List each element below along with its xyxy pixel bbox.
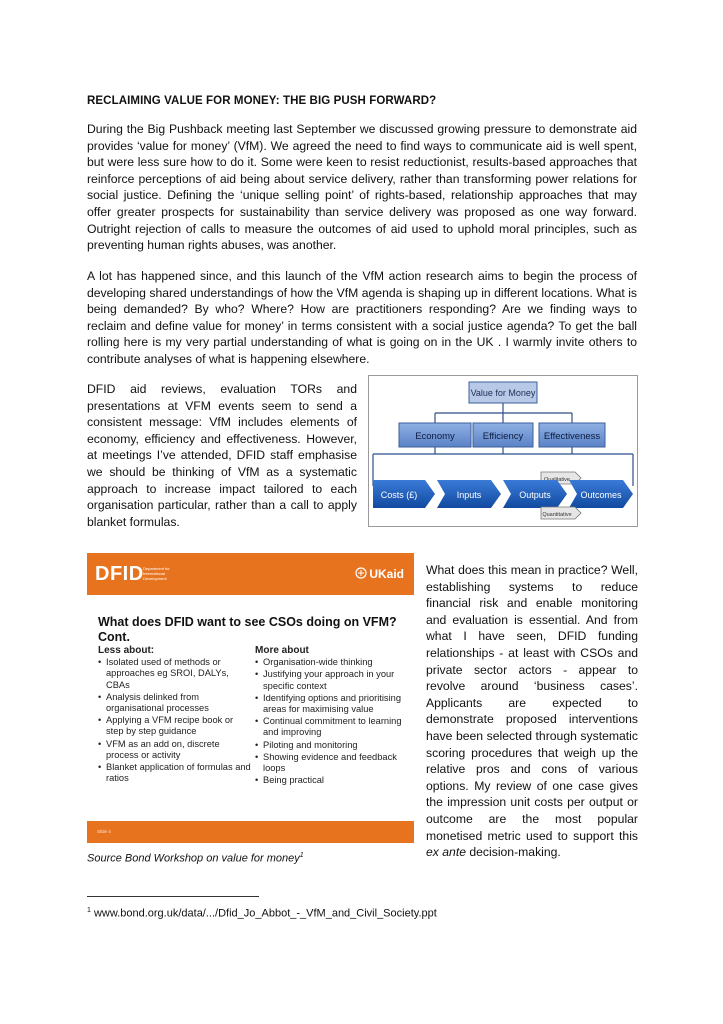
footnote-divider: [87, 896, 259, 897]
list-item: • Justifying your approach in your specific context: [255, 669, 405, 691]
less-about-list: [98, 657, 253, 784]
figure-caption: [87, 852, 304, 865]
less-about-column: [98, 645, 253, 785]
list-item: • Piloting and monitoring: [255, 740, 405, 751]
vfm-diagram: [368, 375, 638, 527]
paragraph-4-emphasis: ex ante: [426, 845, 466, 860]
list-item: • Showing evidence and feedback loops: [255, 752, 405, 774]
list-item: • Analysis delinked from organisational processes: [98, 692, 253, 714]
list-item: • Identifying options and prioritising areas for maximising value: [255, 693, 405, 715]
dfid-logo-subtitle: Department for International Development: [143, 566, 170, 581]
slide-header: [87, 553, 414, 595]
footnote: [87, 907, 437, 920]
footnote-text: www.bond.org.uk/data/.../Dfid_Jo_Abbot_-_VfM_and_Civil_Society.ppt: [90, 907, 437, 920]
efficiency-label: Efficiency: [482, 431, 524, 442]
slide-title: What does DFID want to see CSOs doing on VFM? Cont.: [98, 615, 397, 644]
quantitative-label: Quantitative: [542, 512, 572, 518]
less-about-heading: Less about:: [98, 645, 155, 656]
effectiveness-label: Effectiveness: [543, 431, 601, 442]
slide-number: Slide 4: [97, 829, 111, 834]
outcomes-label: Outcomes: [580, 490, 622, 500]
list-item: • Continual commitment to learning and improving: [255, 716, 405, 738]
dfid-logo: DFID: [95, 563, 144, 585]
list-item: • Blanket application of formulas and ratios: [98, 762, 253, 784]
paragraph-4-end: decision-making.: [465, 845, 561, 860]
paragraph-4-text: What does this mean in practice? Well, establishing systems to reduce financial risk and enable monitoring and evaluation is essential. And from what I have seen, DFID funding relationships - at least with CSOs and private sector actors - appear to revolve around ‘business cases’. Applicants are expected to demonstrate proposed interventions have been selected through systematic scoring procedures that weigh up the relative pros and cons of various options. My review of one case gives the impression unit costs per output or outcome are the most popular monetised metric used to support this: [426, 563, 638, 843]
list-item: • Being practical: [255, 775, 405, 786]
list-item: • Organisation-wide thinking: [255, 657, 405, 668]
list-item: • VFM as an add on, discrete process or activity: [98, 739, 253, 761]
crest-icon: [354, 567, 368, 579]
list-item: • Applying a VFM recipe book or step by step guidance: [98, 715, 253, 737]
paragraph-3: DFID aid reviews, evaluation TORs and presentations at VFM events seem to send a consistent message: VfM includes elements of economy, efficiency and effectiveness. However, at meetings I’ve attended, DFID staff emphasise we should be thinking of VfM as a systematic approach to increase impact tailored to each organisation particular, rather than a call to apply blanket formulas.: [87, 382, 357, 529]
outputs-label: Outputs: [519, 490, 551, 500]
costs-label: Costs (£): [380, 490, 418, 500]
page-title: RECLAIMING VALUE FOR MONEY: THE BIG PUSH FORWARD?: [87, 95, 437, 107]
more-about-list: [255, 657, 405, 786]
value-for-money-label: Value for Money: [470, 388, 536, 398]
dfid-slide: [87, 553, 414, 843]
footnote-number: 1: [87, 907, 91, 914]
more-about-column: [255, 645, 405, 787]
inputs-label: Inputs: [456, 490, 482, 500]
slide-footer-bar: [87, 821, 414, 843]
caption-text: Source Bond Workshop on value for money: [87, 852, 300, 865]
ukaid-logo: UKaid: [369, 567, 404, 581]
economy-label: Economy: [415, 431, 455, 442]
caption-footnote-ref[interactable]: 1: [299, 852, 304, 859]
more-about-heading: More about: [255, 645, 309, 656]
paragraph-2: A lot has happened since, and this launch of the VfM action research aims to begin the process of developing shared understandings of how the VfM agenda is shaping up in different locations. What is being demanded? By who? Where? How are practitioners responding? Are we finding ways to reclaim and define value for money’ in terms consistent with a social justice agenda? To get the ball rolling here is my very partial understanding of what is going on in the UK . I warmly invite others to contribute analyses of what is happening elsewhere.: [87, 269, 637, 366]
paragraph-1: During the Big Pushback meeting last September we discussed growing pressure to demonstrate aid provides ‘value for money’ (VfM). We agreed the need to find ways to communicate aid is well spent, but were less sure how to do it. Some were keen to resist reductionist, results-based approaches that reinforce perceptions of aid being about service delivery, rather than transforming power relations for social justice. Defining the ‘unique selling point’ of rights-based, relationship approaches that may offer greater prospects for sustainability than service delivery was proposed as one way forward. Outright rejection of calls to measure the outcomes of aid used to uphold moral principles, such as preventing human rights abuses, was another.: [87, 122, 637, 253]
paragraph-4: [426, 562, 638, 861]
list-item: • Isolated used of methods or approaches eg SROI, DALYs, CBAs: [98, 657, 253, 691]
